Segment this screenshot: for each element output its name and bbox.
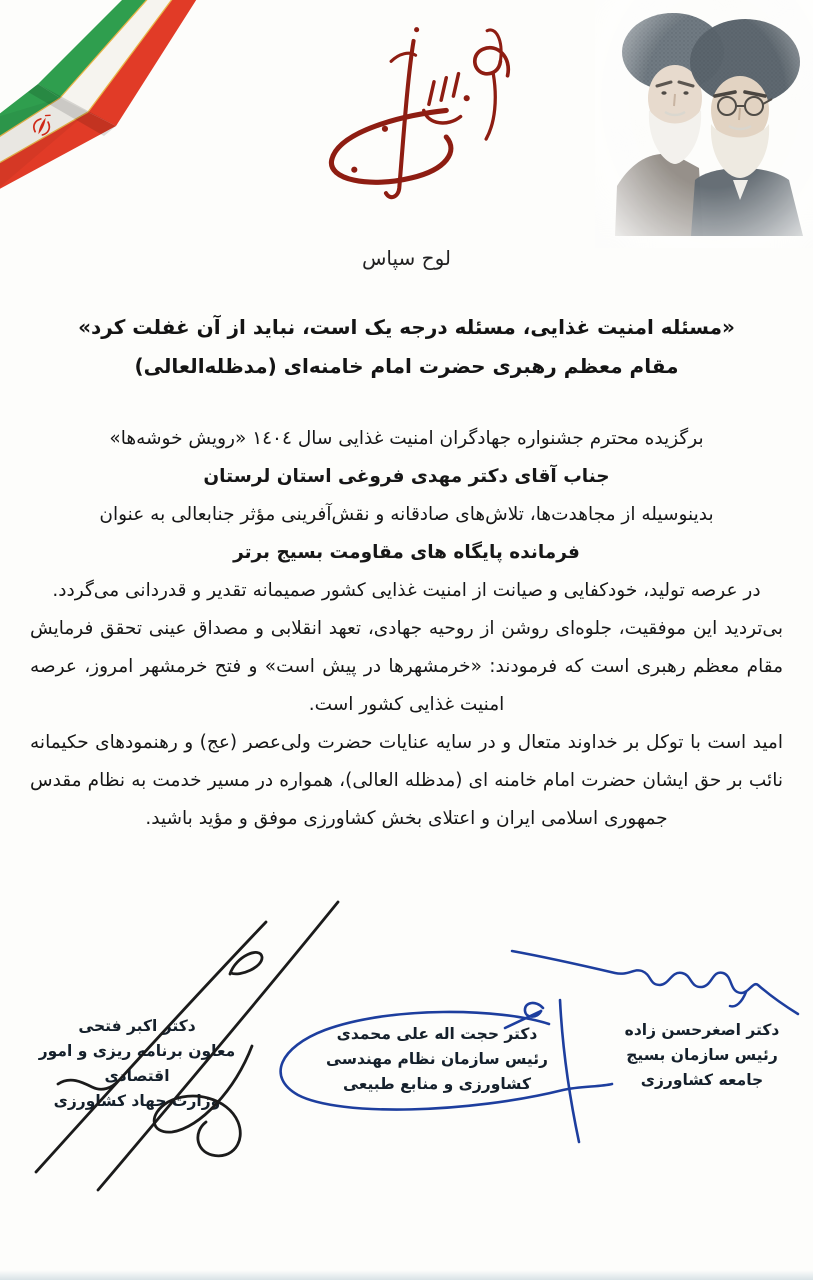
portrait-fade-overlay — [595, 0, 813, 248]
signature-block-engineering — [317, 1022, 557, 1097]
signature-block-basij — [599, 1018, 805, 1093]
body-paragraph-1: بی‌تردید این موفقیت، جلوه‌ای روشن از روحیه جهادی، تعهد انقلابی و مصداق عینی تحقق فرمایش مقام معظم رهبری است که فرمودند: «خرمشهرها در پیش است» و فتح خرمشهر امروز، عرصه امنیت غذایی کشور است. — [30, 618, 783, 715]
khomeini-khamenei-portraits — [607, 4, 813, 236]
certificate-body — [30, 420, 783, 838]
bismillah-calligraphy-icon — [293, 16, 528, 211]
signer-name: دکتر حجت اله علی محمدی — [336, 1025, 538, 1043]
quote-line-2: مقام معظم رهبری حضرت امام خامنه‌ای (مدظله‌العالی) — [134, 354, 679, 378]
signer-title-1: رئیس سازمان بسیج — [626, 1046, 778, 1064]
signer-name: دکتر اکبر فتحی — [78, 1017, 196, 1035]
leader-quote — [0, 308, 813, 386]
signer-title-2: کشاورزی و منابع طبیعی — [343, 1075, 531, 1093]
signer-title-2: وزارت جهاد کشاورزی — [53, 1092, 221, 1110]
page-title: لوح سپاس — [362, 246, 451, 270]
award-title: فرمانده پایگاه های مقاومت بسیج برتر — [233, 542, 580, 563]
body-paragraph-2: امید است با توکل بر خداوند متعال و در سایه عنایات حضرت ولی‌عصر (عج) و رهنمودهای حکیمانه نائب بر حق ایشان حضرت امام خامنه ای (مدظله العالی)، همواره در مسیر خدمت به نظام مقدس جمهوری اسلامی ایران و اعتلای بخش کشاورزی موفق و مؤید باشید. — [30, 732, 783, 829]
recipient-name: جناب آقای دکتر مهدی فروغی استان لرستان — [203, 466, 610, 487]
signer-title-1: معاون برنامه ریزی و امور اقتصادی — [38, 1042, 236, 1085]
signer-title-1: رئیس سازمان نظام مهندسی — [326, 1050, 548, 1068]
signer-title-2: جامعه کشاورزی — [640, 1071, 764, 1089]
appreciation-line: در عرصه تولید، خودکفایی و صیانت از امنیت غذایی کشور صمیمانه تقدیر و قدردانی می‌گردد. — [52, 580, 761, 601]
festival-line: برگزیده محترم جشنواره جهادگران امنیت غذایی سال ١٤٠٤ «رویش خوشه‌ها» — [109, 428, 704, 449]
iran-flag-ribbon-icon — [0, 0, 205, 240]
iran-flag-ribbon-svg — [0, 0, 205, 240]
quote-line-1: «مسئله امنیت غذایی، مسئله درجه یک است، نباید از آن غفلت کرد» — [78, 315, 735, 339]
signature-stroke-basij — [512, 951, 798, 1014]
bismillah-svg — [293, 16, 528, 211]
signer-name: دکتر اصغرحسن زاده — [624, 1021, 780, 1039]
signature-block-ministry — [24, 1014, 250, 1114]
preamble-line: بدینوسیله از مجاهدت‌ها، تلاش‌های صادقانه و نقش‌آفرینی مؤثر جنابعالی به عنوان — [99, 504, 714, 525]
